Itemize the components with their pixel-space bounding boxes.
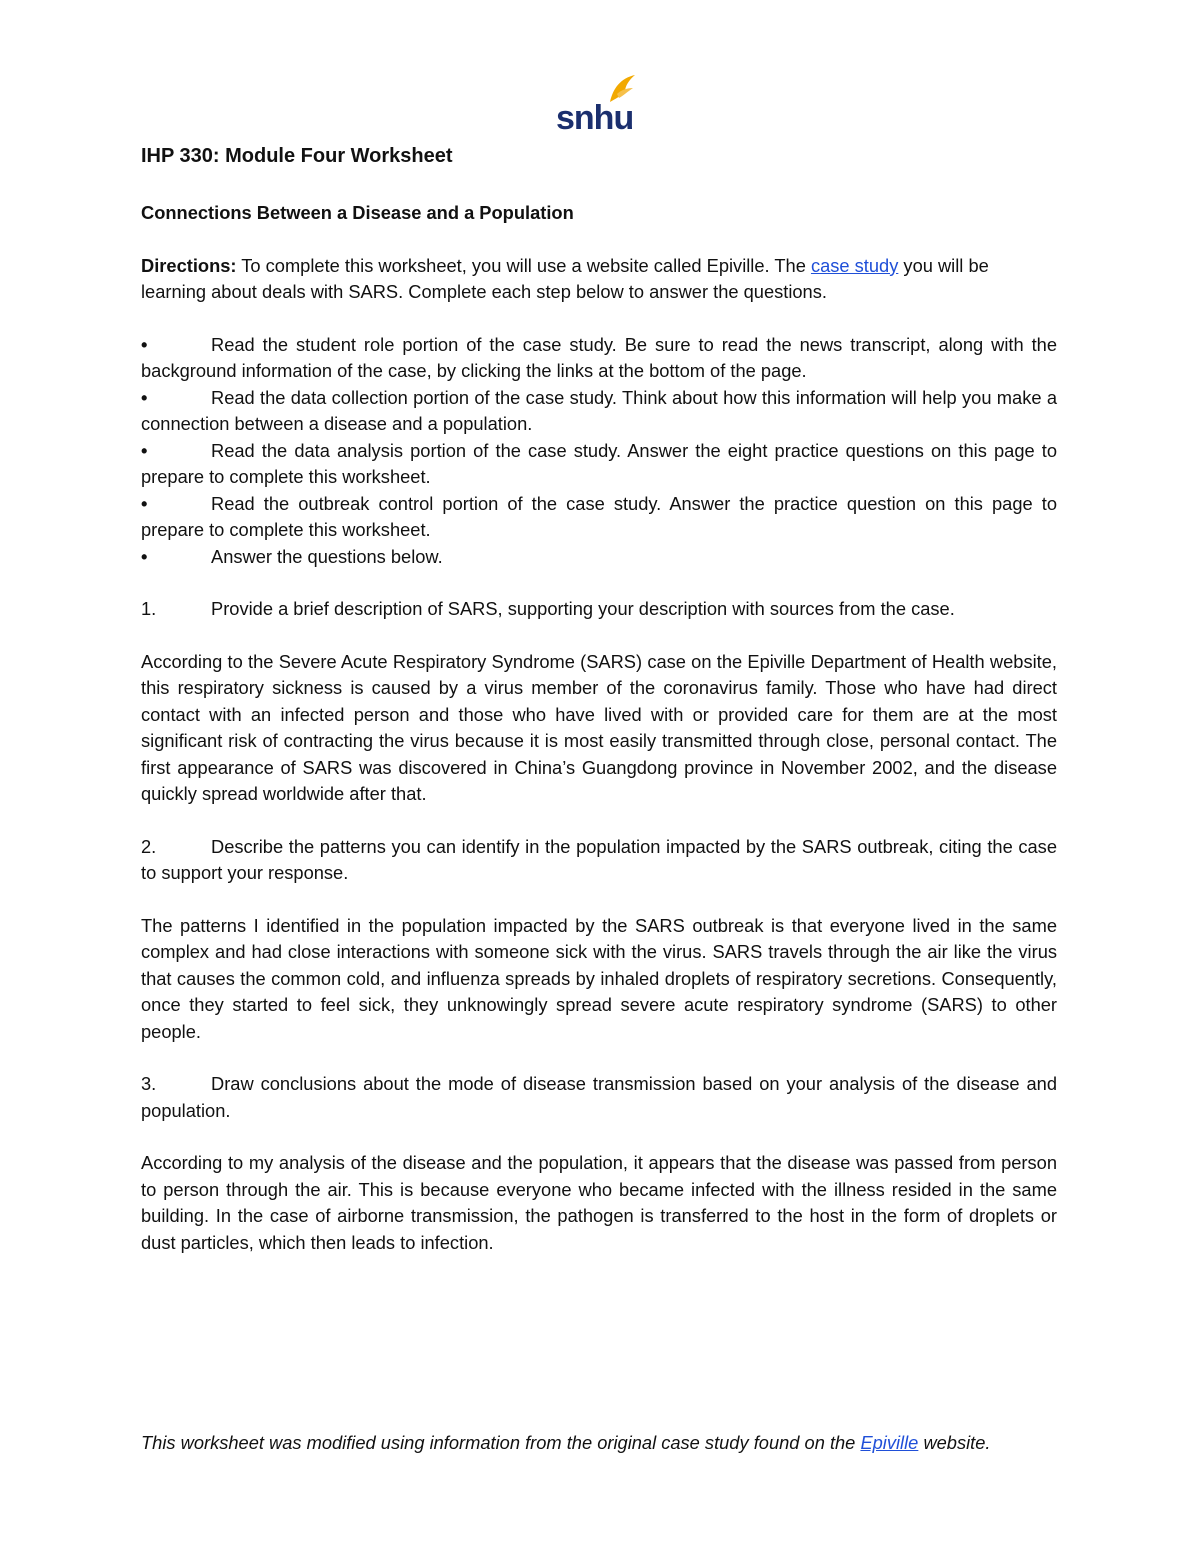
list-item <box>141 332 1057 385</box>
question-text: Provide a brief description of SARS, supporting your description with sources from the case. <box>211 598 955 619</box>
list-item-text: Read the outbreak control portion of the case study. Answer the practice question on this page to prepare to complete this worksheet. <box>141 492 1057 540</box>
question-3 <box>141 1071 1057 1124</box>
epiville-link[interactable]: Epiville <box>860 1432 919 1453</box>
question-text: Draw conclusions about the mode of disease transmission based on your analysis of the disease and population. <box>141 1073 1057 1121</box>
directions-label: Directions: <box>141 254 237 276</box>
case-study-link[interactable]: case study <box>810 254 899 276</box>
answer-3: According to my analysis of the disease and the population, it appears that the disease was passed from person to person through the air. This is because everyone who became infected with the illness resided in the same building. In the case of airborne transmission, the pathogen is transferred to the host in the form of droplets or dust particles, which then leads to infection. <box>141 1152 1057 1253</box>
bullet-marker: • <box>141 439 148 461</box>
question-text: Describe the patterns you can identify in the population impacted by the SARS outbreak, citing the case to support your response. <box>141 835 1057 883</box>
question-2 <box>141 834 1057 887</box>
snhu-logo-wordmark: snhu <box>556 99 634 134</box>
directions-text-after: you will be learning about deals with SARS. Complete each step below to answer the questions. <box>141 254 989 302</box>
question-1 <box>141 596 1057 623</box>
question-number: 3. <box>141 1073 157 1094</box>
list-item-text: Read the data analysis portion of the case study. Answer the eight practice questions on this page to prepare to complete this worksheet. <box>141 439 1057 487</box>
instruction-list <box>141 332 1057 571</box>
answer-2: The patterns I identified in the population impacted by the SARS outbreak is that everyone lived in the same complex and had close interactions with someone sick with the virus. SARS travels through the air like the virus that causes the common cold, and influenza spreads by inhaled droplets of respiratory secretions. Consequently, once they started to feel sick, they unknowingly spread severe acute respiratory syndrome (SARS) to other people. <box>141 914 1057 1042</box>
list-item <box>141 544 1057 571</box>
list-item <box>141 438 1057 491</box>
snhu-logo <box>555 72 639 134</box>
list-item-text: Read the data collection portion of the case study. Think about how this information will help you make a connection between a disease and a population. <box>141 386 1057 434</box>
page-title: IHP 330: Module Four Worksheet <box>141 145 453 167</box>
bullet-marker: • <box>141 333 148 355</box>
directions-paragraph <box>141 253 1057 306</box>
bullet-marker: • <box>141 545 148 567</box>
footer-note <box>141 1428 1057 1457</box>
list-item-text: Read the student role portion of the case study. Be sure to read the news transcript, along with the background information of the case, by clicking the links at the bottom of the page. <box>141 333 1057 381</box>
answer-1: According to the Severe Acute Respiratory Syndrome (SARS) case on the Epiville Department of Health website, this respiratory sickness is caused by a virus member of the coronavirus family. Those who have had direct contact with an infected person and those who have lived with or provided care for them are at the most significant risk of contracting the virus because it is most easily transmitted through close, personal contact. The first appearance of SARS was discovered in China’s Guangdong province in November 2002, and the disease quickly spread worldwide after that. <box>141 650 1057 804</box>
list-item-text: Answer the questions below. <box>211 545 443 567</box>
page-subtitle: Connections Between a Disease and a Population <box>141 202 574 223</box>
list-item <box>141 385 1057 438</box>
question-number: 1. <box>141 598 157 619</box>
bullet-marker: • <box>141 492 148 514</box>
directions-text-before: To complete this worksheet, you will use a website called Epiville. The <box>236 254 811 276</box>
snhu-logo-mark <box>555 72 639 134</box>
question-number: 2. <box>141 835 157 857</box>
worksheet-body <box>141 142 1057 1282</box>
list-item <box>141 491 1057 544</box>
bullet-marker: • <box>141 386 148 408</box>
footer-text-before: This worksheet was modified using information from the original case study found on the <box>141 1432 861 1453</box>
footer-text-after: website. <box>918 1432 991 1453</box>
